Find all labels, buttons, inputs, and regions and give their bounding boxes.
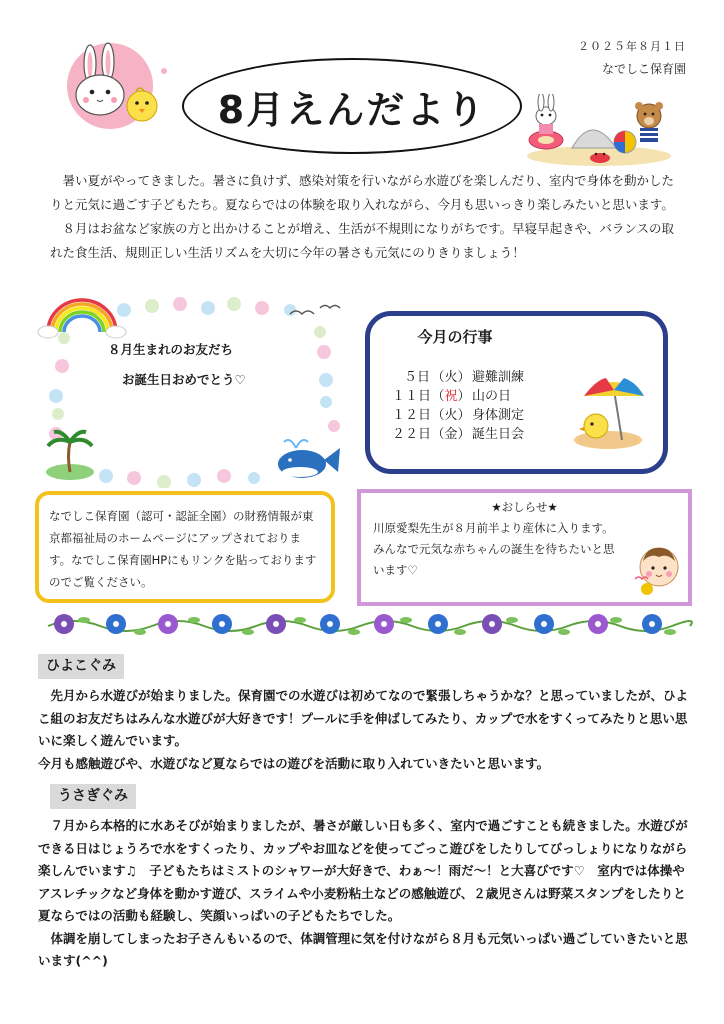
morning-glory-vine-icon — [44, 608, 694, 640]
weekday-open: （ — [431, 427, 445, 442]
intro-paragraph-1: 暑い夏がやってきました。暑さに負けず、感染対策を行いながら水遊びを楽しんだり、室内で身体を動かしたりと元気に過ごす子どもたち。夏ならではの体験を取り入れながら、今月も思いっきり楽しみたいと思います。 — [50, 173, 675, 212]
intro-text — [50, 169, 684, 265]
birthday-subtitle: お誕生日おめでとう♡ — [122, 372, 246, 387]
event-row — [392, 368, 524, 387]
chick-parasol-icon — [570, 374, 650, 452]
events-title: 今月の行事 — [417, 328, 493, 346]
usagi-paragraph-1: ７月から本格的に水あそびが始まりましたが、暑さが厳しい日も多く、室内で過ごすことも続きました。水遊びができる日はじょうろで水をすくったり、カップやお皿などを使ってごっこ遊びをしたりしてびっしょりになりながら楽しんでいます♫ 子どもたちはミストのシャワーが大好きで、わぁ～！雨だ～！と大喜びです♡ 室内では体操やアスレチックなど身体を動かす遊び、スライムや小麦粉粘土などの感触遊び、２歳児さんは野菜スタンプをしたりと夏ならではの活動も経験し、笑顔いっぱいの子どもたちでした。 — [38, 818, 688, 923]
birthday-frame — [34, 296, 352, 488]
beach-animals-icon — [524, 94, 674, 168]
weekday-open: （ — [431, 408, 445, 423]
event-weekday — [430, 368, 472, 387]
finance-notice — [35, 491, 335, 603]
rainbow-icon — [38, 300, 126, 338]
announcement-box — [357, 489, 692, 606]
title-oval — [182, 58, 522, 154]
weekday-char: 火 — [444, 408, 458, 423]
event-row — [392, 425, 524, 444]
baby-icon — [633, 543, 687, 599]
hiyoko-paragraph-2: 今月も感触遊びや、水遊びなど夏ならではの遊びを活動に取り入れていきたいと思います。 — [38, 755, 550, 771]
usagi-paragraph-2: 体調を崩してしまったお子さんもいるので、体調管理に気を付けながら８月も元気いっぱい過ごしていきたいと思います(^^) — [38, 930, 688, 968]
event-date: ２２日 — [392, 427, 432, 442]
event-weekday — [430, 387, 472, 406]
page-title: 8月えんだより — [217, 87, 487, 132]
event-weekday — [430, 425, 472, 444]
nursery-name: なでしこ保育園 — [601, 62, 686, 76]
rabbit-chick-icon — [60, 40, 182, 130]
usagi-report — [38, 815, 690, 973]
seagulls-icon — [290, 306, 340, 315]
events-list — [392, 368, 524, 444]
weekday-close: ） — [457, 408, 471, 423]
whale-icon — [278, 440, 340, 478]
weekday-char: 金 — [444, 427, 458, 442]
event-name: 避難訓練 — [472, 370, 525, 385]
event-date: ５日 — [403, 370, 430, 385]
birthday-title: ８月生まれのお友だち — [108, 342, 234, 357]
weekday-char: 祝 — [444, 389, 458, 404]
event-row — [392, 387, 524, 406]
event-name: 誕生日会 — [472, 427, 525, 442]
issue-date: ２０２５年８月１日 — [578, 40, 686, 53]
event-date: １２日 — [392, 408, 432, 423]
events-box — [365, 311, 668, 474]
intro-paragraph-2: ８月はお盆など家族の方と出かけることが増え、生活が不規則になりがちです。早寝早起きや、バランスの取れた食生活、規則正しい生活リズムを大切に今年の暑さも元気にのりきりましょう！ — [50, 221, 675, 260]
weekday-close: ） — [457, 370, 471, 385]
weekday-close: ） — [457, 389, 471, 404]
finance-notice-text: なでしこ保育園（認可・認証全園）の財務情報が東京都福祉局のホームページにアップされております。なでしこ保育園HPにもリンクを貼っておりますのでご覧ください。 — [49, 509, 317, 589]
weekday-open: （ — [431, 370, 445, 385]
usagi-heading: うさぎぐみ — [50, 784, 136, 809]
event-row — [392, 406, 524, 425]
event-name: 山の日 — [472, 389, 512, 404]
announcement-title: ★おしらせ★ — [491, 500, 558, 514]
hiyoko-heading: ひよこぐみ — [38, 654, 124, 679]
announcement-line-1: 川原愛梨先生が８月前半より産休に入ります。 — [373, 521, 614, 535]
announcement-line-2: みんなで元気な赤ちゃんの誕生を待ちたいと思います♡ — [373, 542, 615, 577]
hiyoko-paragraph-1: 先月から水遊びが始まりました。保育園での水遊びは初めてなので緊張しちゃうかな？と思っていましたが、ひよこ組のお友だちはみんな水遊びが大好きです！プールに手を伸ばしてみたり、カップで水をすくってみたりと思い思いに楽しく遊んでいます。 — [38, 688, 689, 748]
event-date: １１日 — [392, 389, 432, 404]
weekday-char: 火 — [444, 370, 458, 385]
weekday-close: ） — [457, 427, 471, 442]
hiyoko-report — [38, 685, 688, 775]
event-weekday — [430, 406, 472, 425]
event-name: 身体測定 — [472, 408, 525, 423]
weekday-open: （ — [431, 389, 445, 404]
